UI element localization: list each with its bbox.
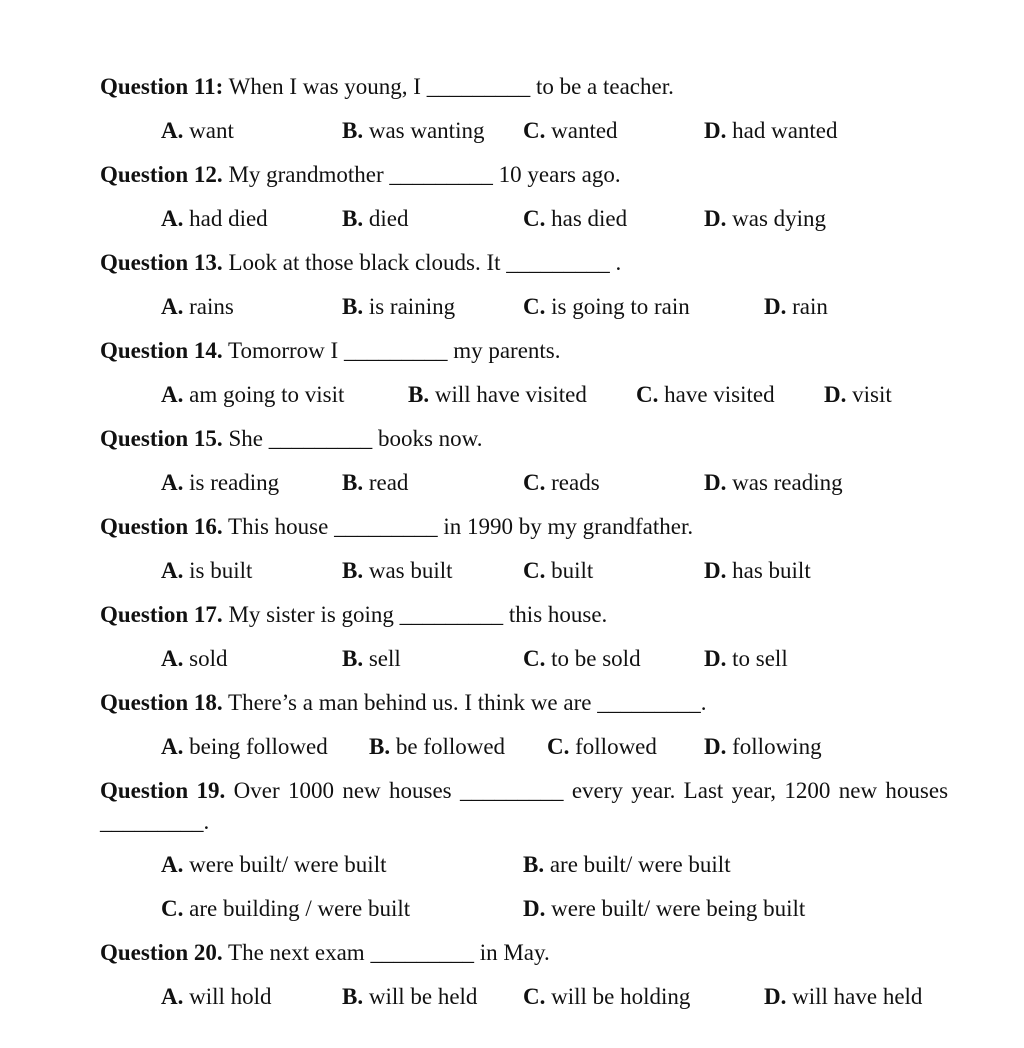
option-text: had died: [189, 206, 268, 231]
option-letter: D.: [704, 558, 727, 583]
option-text: sold: [189, 646, 228, 671]
option-letter: B.: [342, 558, 364, 583]
option-b: [342, 556, 453, 586]
option-text: to be sold: [551, 646, 641, 671]
answer-blank: _________: [399, 602, 504, 627]
answer-blank: _________: [268, 426, 373, 451]
option-text: read: [368, 470, 409, 495]
answer-blank: _________: [343, 338, 448, 363]
option-text: is going to rain: [551, 294, 690, 319]
option-letter: D.: [704, 734, 727, 759]
option-text: will be held: [368, 984, 478, 1009]
question-text: 10 years ago.: [498, 162, 621, 187]
question-text: Look at those black clouds. It: [228, 250, 501, 275]
option-c: [523, 468, 600, 498]
option-b: [342, 204, 408, 234]
option-letter: C.: [523, 206, 546, 231]
question-text: My sister is going: [228, 602, 394, 627]
question-text: in May.: [479, 940, 550, 965]
option-letter: A.: [161, 382, 184, 407]
option-a: [161, 292, 234, 322]
option-text: has died: [551, 206, 628, 231]
option-letter: C.: [523, 118, 546, 143]
question-20: [100, 938, 550, 968]
option-a: [161, 556, 252, 586]
option-text: sell: [368, 646, 401, 671]
option-a: [161, 850, 386, 880]
option-d: [704, 116, 838, 146]
option-d: [764, 982, 922, 1012]
option-text: followed: [575, 734, 657, 759]
option-letter: B.: [408, 382, 430, 407]
answer-blank: _________: [506, 250, 610, 275]
question-text: .: [700, 690, 707, 715]
question-11: [100, 72, 674, 102]
option-letter: C.: [161, 896, 184, 921]
question-text: my parents.: [453, 338, 561, 363]
question-text: This house: [228, 514, 329, 539]
option-d: [704, 732, 822, 762]
option-text: will have visited: [434, 382, 587, 407]
option-letter: C.: [523, 294, 546, 319]
question-text: to be a teacher.: [535, 74, 674, 99]
option-a: [161, 644, 227, 674]
option-text: is raining: [368, 294, 456, 319]
option-letter: C.: [636, 382, 659, 407]
question-12: [100, 160, 621, 190]
question-label: Question 20.: [100, 940, 223, 965]
question-18: [100, 688, 706, 718]
answer-blank: _________: [389, 162, 493, 187]
question-label: Question 17.: [100, 602, 223, 627]
question-17: [100, 600, 607, 630]
option-letter: B.: [342, 646, 364, 671]
question-text: She: [228, 426, 263, 451]
question-text: books now.: [377, 426, 483, 451]
option-c: [636, 380, 775, 410]
option-b: [342, 982, 477, 1012]
option-d: [704, 204, 826, 234]
option-d: [704, 468, 843, 498]
option-letter: B.: [342, 294, 364, 319]
option-letter: C.: [523, 470, 546, 495]
question-15: [100, 424, 483, 454]
question-text: this house.: [508, 602, 608, 627]
option-text: is reading: [189, 470, 280, 495]
answer-blank: _________: [426, 74, 531, 99]
option-text: will be holding: [551, 984, 691, 1009]
option-letter: A.: [161, 852, 184, 877]
question-label: Question 11:: [100, 74, 224, 99]
option-c: [523, 292, 690, 322]
question-19: [100, 775, 948, 837]
option-text: was wanting: [368, 118, 485, 143]
option-text: to sell: [732, 646, 788, 671]
option-b: [408, 380, 587, 410]
option-letter: D.: [704, 646, 727, 671]
option-letter: A.: [161, 984, 184, 1009]
option-letter: D.: [704, 470, 727, 495]
question-text: When I was young, I: [228, 74, 421, 99]
option-text: were built/ were being built: [551, 896, 806, 921]
option-b: [523, 850, 731, 880]
option-letter: A.: [161, 294, 184, 319]
option-a: [161, 204, 268, 234]
question-label: Question 16.: [100, 514, 223, 539]
question-label: Question 13.: [100, 250, 223, 275]
option-text: visit: [852, 382, 892, 407]
question-16: [100, 512, 693, 542]
option-a: [161, 116, 234, 146]
option-c: [523, 556, 593, 586]
option-a: [161, 982, 272, 1012]
option-c: [523, 116, 618, 146]
option-text: built: [551, 558, 594, 583]
option-letter: B.: [523, 852, 545, 877]
option-text: were built/ were built: [189, 852, 387, 877]
option-a: [161, 468, 279, 498]
option-letter: D.: [764, 294, 787, 319]
question-text: in 1990 by my grandfather.: [443, 514, 694, 539]
question-text: The next exam: [228, 940, 365, 965]
option-letter: D.: [523, 896, 546, 921]
option-text: being followed: [189, 734, 328, 759]
option-text: has built: [732, 558, 811, 583]
option-c: [523, 644, 641, 674]
option-b: [342, 468, 408, 498]
question-label: Question 15.: [100, 426, 223, 451]
option-letter: B.: [342, 470, 364, 495]
option-letter: C.: [523, 984, 546, 1009]
option-letter: D.: [764, 984, 787, 1009]
option-letter: D.: [704, 206, 727, 231]
option-c: [161, 894, 410, 924]
option-text: am going to visit: [189, 382, 345, 407]
option-letter: A.: [161, 558, 184, 583]
option-text: was dying: [732, 206, 827, 231]
option-text: died: [368, 206, 409, 231]
option-text: will have held: [792, 984, 923, 1009]
option-letter: A.: [161, 470, 184, 495]
option-text: will hold: [189, 984, 272, 1009]
option-text: are built/ were built: [549, 852, 731, 877]
option-b: [369, 732, 505, 762]
option-text: want: [189, 118, 234, 143]
option-letter: A.: [161, 118, 184, 143]
option-a: [161, 380, 344, 410]
option-text: following: [732, 734, 822, 759]
answer-blank: _________: [100, 809, 204, 834]
option-text: had wanted: [732, 118, 838, 143]
option-letter: A.: [161, 734, 184, 759]
option-letter: B.: [342, 206, 364, 231]
question-text: .: [203, 809, 210, 834]
option-b: [342, 644, 401, 674]
option-c: [523, 982, 690, 1012]
option-d: [764, 292, 828, 322]
option-letter: A.: [161, 646, 184, 671]
option-text: are building / were built: [189, 896, 411, 921]
option-b: [342, 292, 455, 322]
option-text: was built: [368, 558, 453, 583]
option-letter: D.: [704, 118, 727, 143]
option-c: [523, 204, 627, 234]
option-c: [547, 732, 657, 762]
question-text: Over 1000 new houses: [233, 778, 452, 803]
option-letter: D.: [824, 382, 847, 407]
option-text: is built: [189, 558, 253, 583]
option-text: was reading: [732, 470, 843, 495]
answer-blank: _________: [459, 778, 564, 803]
option-letter: C.: [523, 646, 546, 671]
option-text: wanted: [551, 118, 618, 143]
option-text: be followed: [395, 734, 506, 759]
option-b: [342, 116, 484, 146]
option-a: [161, 732, 328, 762]
question-text: .: [615, 250, 622, 275]
option-letter: B.: [342, 984, 364, 1009]
option-text: have visited: [664, 382, 775, 407]
option-letter: C.: [523, 558, 546, 583]
option-letter: C.: [547, 734, 570, 759]
option-letter: B.: [342, 118, 364, 143]
option-text: reads: [551, 470, 600, 495]
question-14: [100, 336, 561, 366]
answer-blank: _________: [370, 940, 474, 965]
question-13: [100, 248, 621, 278]
option-d: [824, 380, 892, 410]
option-text: rains: [189, 294, 234, 319]
question-label: Question 12.: [100, 162, 223, 187]
option-letter: B.: [369, 734, 391, 759]
option-d: [704, 644, 788, 674]
question-text: Tomorrow I: [228, 338, 339, 363]
question-label: Question 19.: [100, 778, 226, 803]
option-d: [704, 556, 811, 586]
answer-blank: _________: [597, 690, 701, 715]
answer-blank: _________: [334, 514, 438, 539]
question-label: Question 18.: [100, 690, 223, 715]
option-d: [523, 894, 805, 924]
question-text: My grandmother: [228, 162, 384, 187]
option-text: rain: [792, 294, 828, 319]
question-text: every year. Last year, 1200 new houses: [571, 778, 949, 803]
option-letter: A.: [161, 206, 184, 231]
question-text: There’s a man behind us. I think we are: [228, 690, 592, 715]
question-label: Question 14.: [100, 338, 223, 363]
